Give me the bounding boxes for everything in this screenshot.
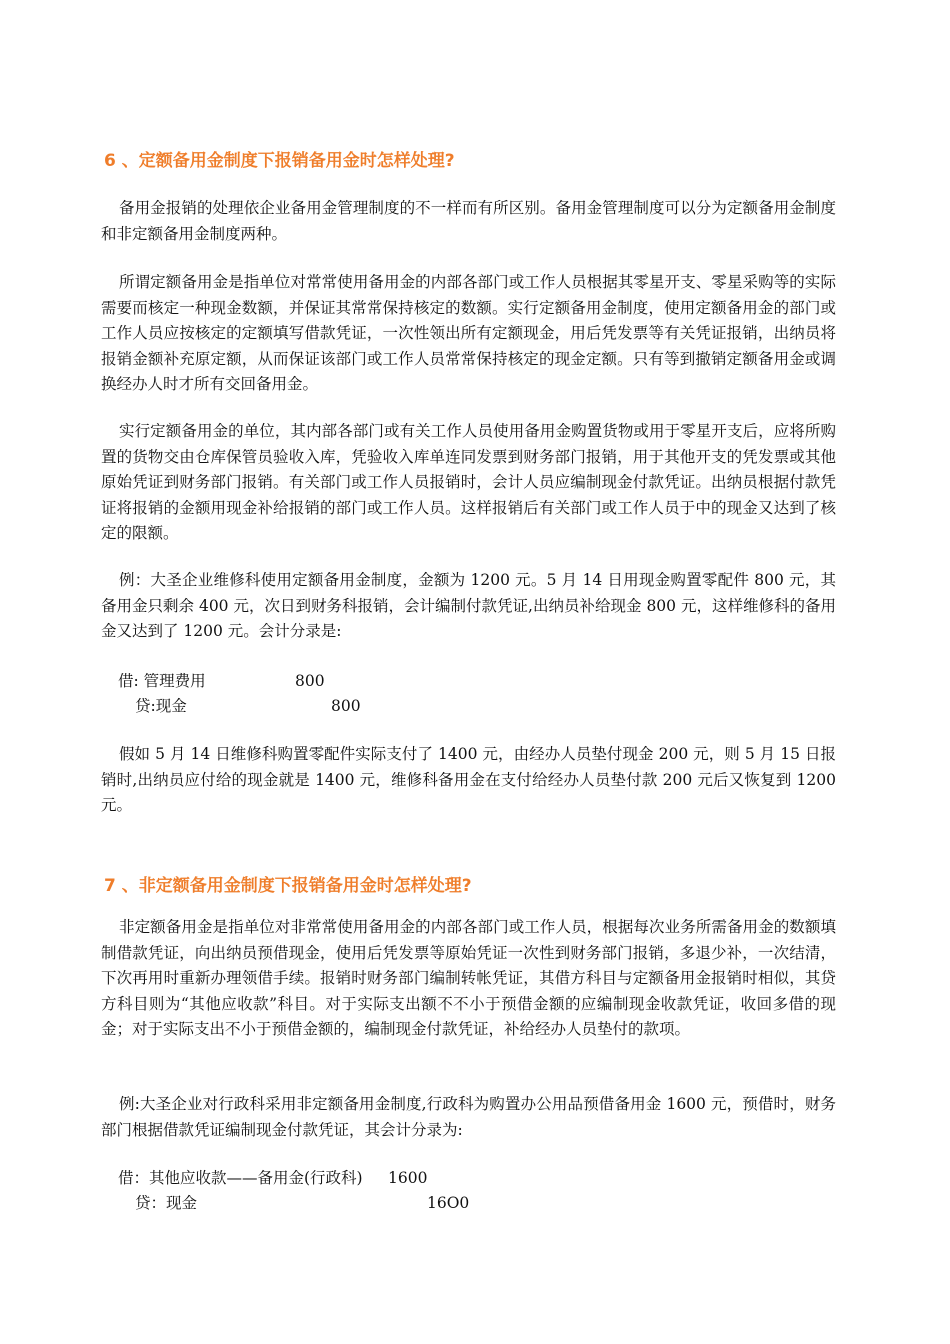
debit-account: 借：其他应收款——备用金(行政科) [118, 1169, 363, 1187]
debit-amount: 1600 [388, 1169, 428, 1187]
section-7-example: 例:大圣企业对行政科采用非定额备用金制度,行政科为购置办公用品预借备用金 1600 元，预借时，财务部门根据借款凭证编制现金付款凭证，其会计分录为: [101, 1095, 836, 1139]
credit-account: 贷:现金 [135, 697, 187, 715]
section-7-paragraph-1: 非定额备用金是指单位对非常常使用备用金的内部各部门或工作人员，根据每次业务所需备用金的数额填制借款凭证，向出纳员预借现金，使用后凭发票等原始凭证一次性到财务部门报销，多退少补，一次结清，下次再用时重新办理领借手续。报销时财务部门编制转帐凭证，其借方科目与定额备用金报销时相似，其贷方科目则为“其他应收款”科目。对于实际支出额不不小于预借金额的应编制现金收款凭证，收回多借的现金；对于实际支出不小于预借金额的，编制现金付款凭证，补给经办人员垫付的款项。 [101, 918, 836, 1038]
credit-account: 贷：现金 [135, 1194, 198, 1212]
credit-amount: 16O0 [427, 1194, 470, 1212]
section-6-paragraph-1: 备用金报销的处理依企业备用金管理制度的不一样而有所区别。备用金管理制度可以分为定额备用金制度和非定额备用金制度两种。 [101, 199, 836, 243]
section-6-closing: 假如 5 月 14 日维修科购置零配件实际支付了 1400 元，由经办人员垫付现金 200 元，则 5 月 15 日报销时,出纳员应付给的现金就是 1400 元，维修科备用金在支付给经办人员垫付款 200 元后又恢复到 1200 元。 [101, 745, 836, 814]
document-page [101, 0, 841, 1344]
section-6-paragraph-3: 实行定额备用金的单位，其内部各部门或有关工作人员使用备用金购置货物或用于零星开支后，应将所购置的货物交由仓库保管员验收入库，凭验收入库单连同发票到财务部门报销，用于其他开支的凭发票或其他原始凭证到财务部门报销。有关部门或工作人员报销时，会计人员应编制现金付款凭证。出纳员根据付款凭证将报销的金额用现金补给报销的部门或工作人员。这样报销后有关部门或工作人员于中的现金又达到了核定的限额。 [101, 422, 836, 542]
section-6-paragraph-2: 所谓定额备用金是指单位对常常使用备用金的内部各部门或工作人员根据其零星开支、零星采购等的实际需要而核定一种现金数额，并保证其常常保持核定的数额。实行定额备用金制度，使用定额备用金的部门或工作人员应按核定的定额填写借款凭证，一次性领出所有定额现金，用后凭发票等有关凭证报销，出纳员将报销金额补充原定额，从而保证该部门或工作人员常常保持核定的现金定额。只有等到撤销定额备用金或调换经办人时才所有交回备用金。 [101, 273, 836, 393]
debit-amount: 800 [295, 672, 325, 690]
credit-amount: 800 [331, 697, 361, 715]
section-7-heading: 7 、非定额备用金制度下报销备用金时怎样处理? [104, 876, 472, 896]
section-6-example: 例：大圣企业维修科使用定额备用金制度，金额为 1200 元。5 月 14 日用现金购置零配件 800 元，其备用金只剩余 400 元，次日到财务科报销，会计编制付款凭证,出纳员补给现金 800 元，这样维修科的备用金又达到了 1200 元。会计分录是: [101, 571, 836, 640]
section-6-heading: 6 、定额备用金制度下报销备用金时怎样处理? [104, 151, 455, 171]
debit-account: 借: 管理费用 [118, 672, 206, 690]
